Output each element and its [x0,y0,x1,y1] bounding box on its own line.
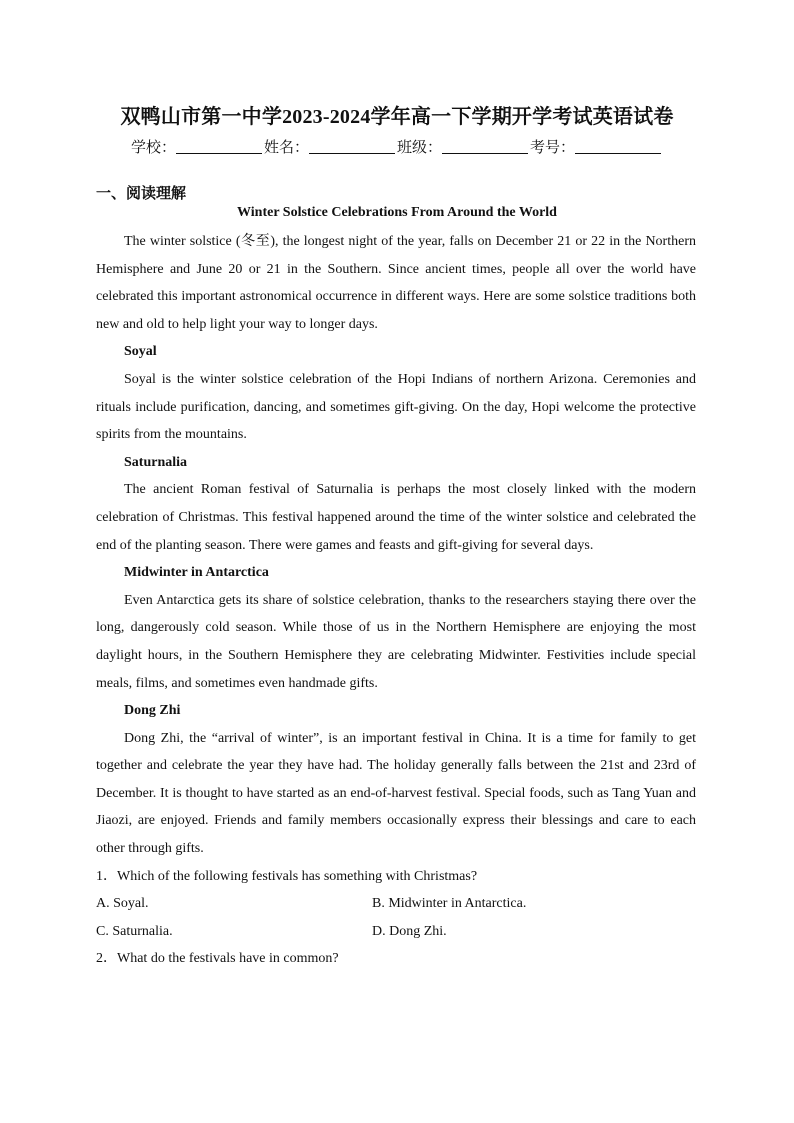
school-label: 学校： [130,140,176,156]
question-1-stem: 1．Which of the following festivals has something with Christmas? [96,868,478,884]
option-a[interactable]: A. Soyal. [96,896,149,912]
name-label: 姓名： [263,140,309,156]
school-blank[interactable] [176,139,262,154]
number-blank[interactable] [575,139,661,154]
number-label: 考号： [530,140,576,156]
question-1-options-row-1 [96,890,696,918]
section-heading: 一、阅读理解 [96,186,187,202]
intro-paragraph: The winter solstice (冬至), the longest night of the year, falls on December 21 or 22 in the Northern Hemisphere and June 20 or 21 in the Southern. Since ancient times, people all over the world have celebrated this important astronomical occurrence in different ways. Here are some solstice traditions both new and old to help light your way to longer days. [96,234,696,332]
class-blank[interactable] [442,139,528,154]
exam-title: 双鸭山市第一中学2023-2024学年高一下学期开学考试英语试卷 [120,106,674,128]
midwinter-paragraph: Even Antarctica gets its share of solstice celebration, thanks to the researchers staying there over the long, dangerously cold season. While those of us in the Northern Hemisphere are enjoying the most daylight hours, in the Southern Hemisphere they are celebrating Midwinter. Festivities include special meals, films, and sometimes even handmade gifts. [96,592,696,691]
class-label: 班级： [397,140,443,156]
name-blank[interactable] [309,139,395,154]
soyal-heading: Soyal [124,344,157,360]
option-b[interactable]: B. Midwinter in Antarctica. [372,896,527,912]
student-info-line [0,136,794,157]
passage-body [96,228,696,973]
dongzhi-paragraph: Dong Zhi, the “arrival of winter”, is an important festival in China. It is a time for family to get together and celebrate the year they have had. The holiday generally falls between the 21st and 23rd of December. It is thought to have started as an end-of-harvest festival. Special foods, such as Tang Yuan and Jiaozi, are enjoyed. Friends and family members occasionally express their blessings and care to each other through gifts. [96,730,696,857]
passage-title: Winter Solstice Celebrations From Around the World [237,205,557,220]
option-d[interactable]: D. Dong Zhi. [372,923,447,939]
question-1-options-row-2 [96,918,696,946]
question-2-stem: 2．What do the festivals have in common? [96,951,339,967]
midwinter-heading: Midwinter in Antarctica [124,565,269,581]
soyal-paragraph: Soyal is the winter solstice celebration of the Hopi Indians of northern Arizona. Ceremonies and rituals include purification, dancing, and sometimes gift-giving. On the day, Hopi welcome the protective spirits from the mountains. [96,371,696,443]
option-c[interactable]: C. Saturnalia. [96,923,173,939]
saturnalia-heading: Saturnalia [124,454,188,470]
saturnalia-paragraph: The ancient Roman festival of Saturnalia is perhaps the most closely linked with the modern celebration of Christmas. This festival happened around the time of the winter solstice and celebrated the end of the planting season. There were games and feasts and gift-giving for several days. [96,482,696,553]
dongzhi-heading: Dong Zhi [124,703,181,719]
